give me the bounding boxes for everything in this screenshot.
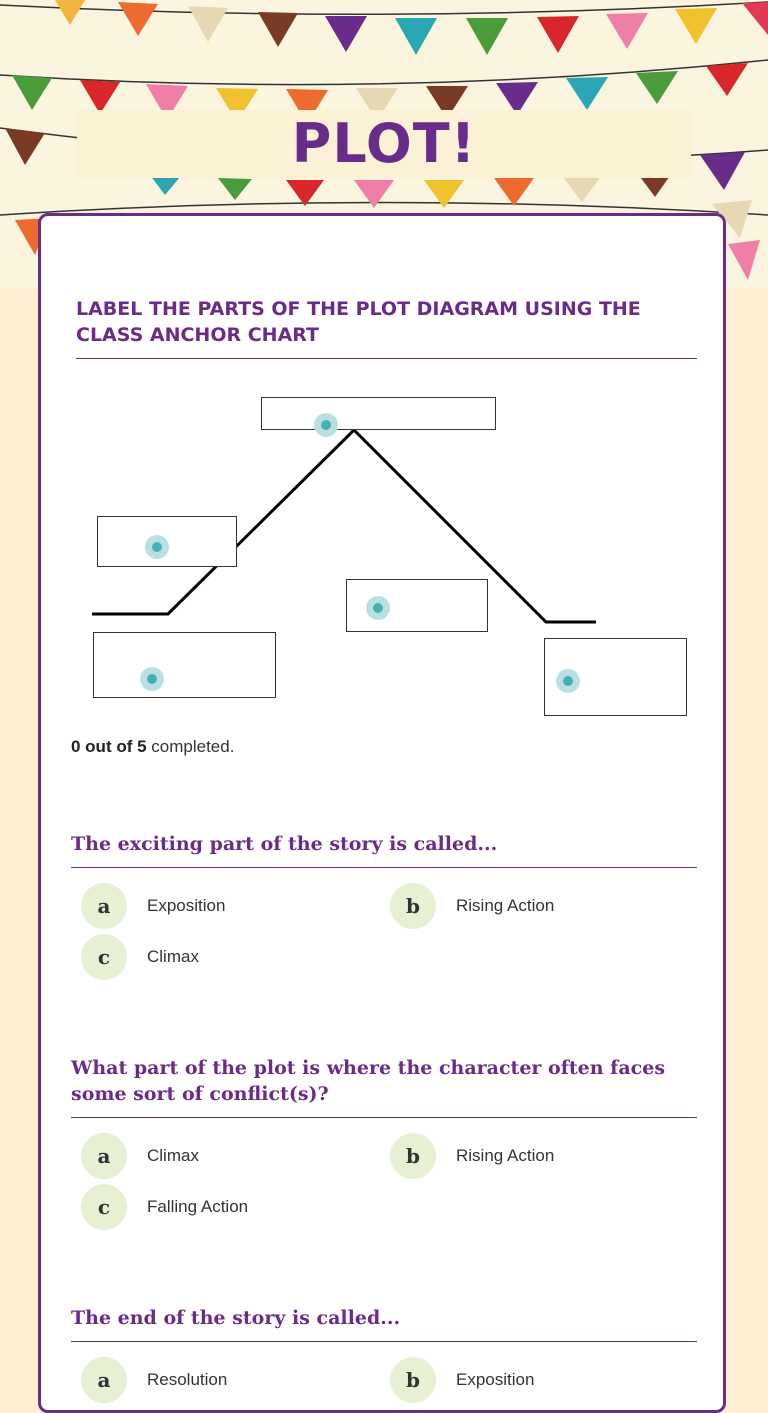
question-divider [71, 1117, 697, 1118]
label-box-exposition[interactable] [93, 632, 276, 698]
option-letter: a [81, 883, 127, 929]
question-1-text: The exciting part of the story is called... [71, 833, 498, 855]
question-3-text: The end of the story is called... [71, 1307, 401, 1329]
question-divider [71, 1341, 697, 1342]
question-1-option-a[interactable] [81, 883, 225, 929]
option-letter: c [81, 934, 127, 980]
page-title: PLOT! [291, 112, 477, 175]
option-label: Exposition [456, 1370, 535, 1389]
question-1-option-b[interactable] [390, 883, 554, 929]
question-3-option-b[interactable] [390, 1357, 534, 1403]
title-plate [77, 110, 691, 178]
option-label: Exposition [147, 896, 226, 915]
option-letter: a [81, 1133, 127, 1179]
plot-diagram [76, 380, 696, 730]
drop-target-dot[interactable] [556, 669, 580, 693]
option-label: Climax [147, 1146, 199, 1165]
question-divider [71, 867, 697, 868]
question-3-option-a[interactable] [81, 1357, 227, 1403]
option-letter: a [81, 1357, 127, 1403]
option-letter: b [390, 1133, 436, 1179]
option-letter: b [390, 1357, 436, 1403]
drop-target-dot[interactable] [145, 535, 169, 559]
section-divider [76, 358, 697, 359]
question-2-option-a[interactable] [81, 1133, 199, 1179]
question-2-text: What part of the plot is where the character often faces some sort of conflict(s)? [71, 1057, 666, 1105]
question-2-option-c[interactable] [81, 1184, 248, 1230]
question-2-option-b[interactable] [390, 1133, 554, 1179]
label-box-climax[interactable] [261, 397, 496, 430]
progress-status [71, 737, 234, 757]
option-label: Falling Action [147, 1197, 249, 1216]
option-label: Rising Action [456, 896, 555, 915]
option-label: Rising Action [456, 1146, 555, 1165]
option-label: Resolution [147, 1370, 228, 1389]
drop-target-dot[interactable] [140, 667, 164, 691]
option-label: Climax [147, 947, 199, 966]
option-letter: b [390, 883, 436, 929]
drop-target-dot[interactable] [314, 413, 338, 437]
drop-target-dot[interactable] [366, 596, 390, 620]
question-1-option-c[interactable] [81, 934, 199, 980]
option-letter: c [81, 1184, 127, 1230]
progress-suffix: completed. [146, 737, 235, 756]
diagram-section-title: LABEL THE PARTS OF THE PLOT DIAGRAM USING THE CLASS ANCHOR CHART [76, 298, 641, 346]
progress-count: 0 out of 5 [71, 737, 147, 756]
